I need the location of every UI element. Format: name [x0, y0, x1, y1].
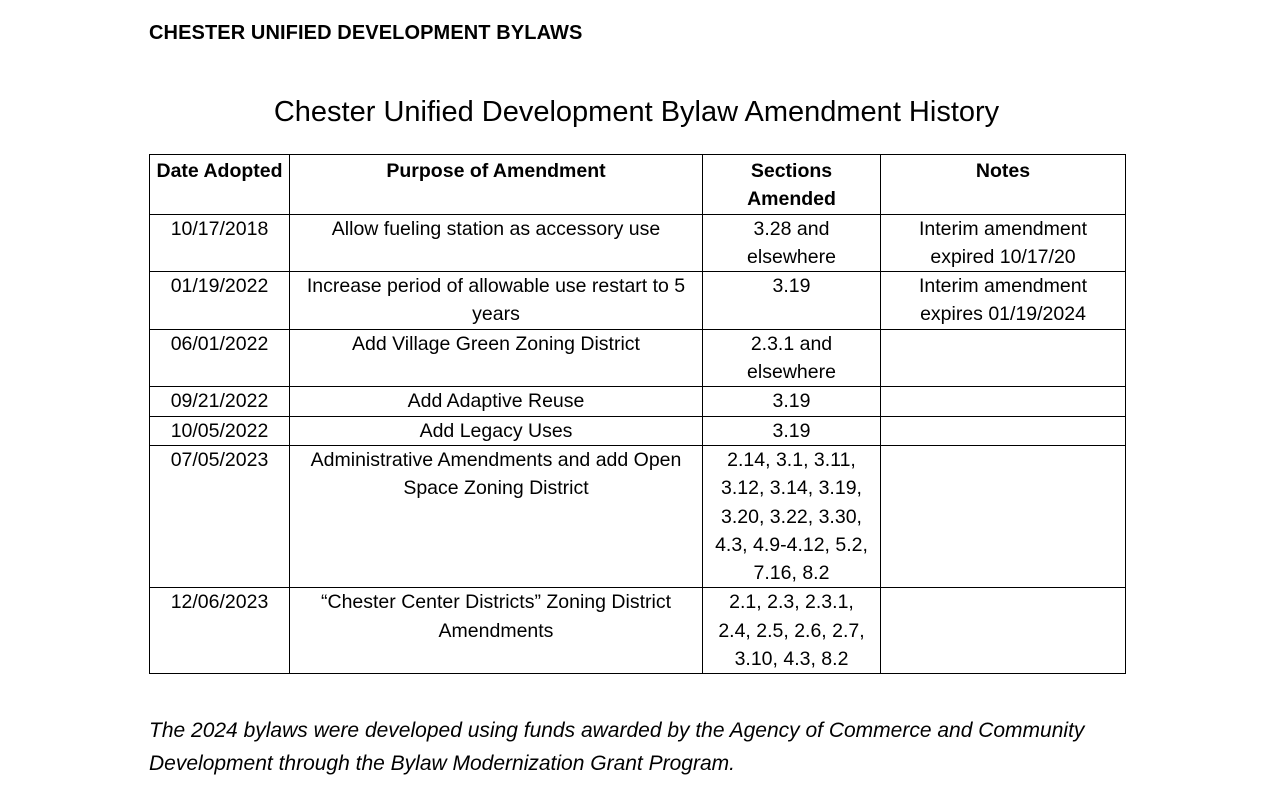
cell-purpose: Administrative Amendments and add Open Space Zoning District	[290, 445, 703, 587]
table-row	[150, 445, 1126, 587]
cell-notes	[881, 387, 1126, 416]
cell-sections: 2.14, 3.1, 3.11, 3.12, 3.14, 3.19, 3.20, 3.22, 3.30, 4.3, 4.9-4.12, 5.2, 7.16, 8.2	[703, 445, 881, 587]
column-header-sections: Sections Amended	[703, 155, 881, 215]
cell-purpose: Add Legacy Uses	[290, 416, 703, 445]
cell-purpose: Increase period of allowable use restart to 5 years	[290, 272, 703, 330]
document-title: Chester Unified Development Bylaw Amendment History	[273, 96, 1000, 128]
cell-sections: 2.3.1 and elsewhere	[703, 329, 881, 387]
cell-notes	[881, 416, 1126, 445]
amendment-history-table	[149, 154, 1126, 674]
cell-date: 10/17/2018	[150, 214, 290, 272]
table-row	[150, 214, 1126, 272]
cell-date: 01/19/2022	[150, 272, 290, 330]
cell-purpose: Add Village Green Zoning District	[290, 329, 703, 387]
cell-date: 12/06/2023	[150, 588, 290, 674]
cell-purpose: “Chester Center Districts” Zoning District Amendments	[290, 588, 703, 674]
cell-notes	[881, 329, 1126, 387]
cell-date: 09/21/2022	[150, 387, 290, 416]
cell-sections: 3.19	[703, 387, 881, 416]
table-row	[150, 588, 1126, 674]
cell-notes: Interim amendment expired 10/17/20	[881, 214, 1126, 272]
cell-notes	[881, 588, 1126, 674]
cell-date: 10/05/2022	[150, 416, 290, 445]
cell-purpose: Add Adaptive Reuse	[290, 387, 703, 416]
table-row	[150, 416, 1126, 445]
table-row	[150, 329, 1126, 387]
table-row	[150, 387, 1126, 416]
column-header-notes: Notes	[881, 155, 1126, 215]
table-header-row	[150, 155, 1126, 215]
table-row	[150, 272, 1126, 330]
cell-sections: 3.19	[703, 272, 881, 330]
document-header: CHESTER UNIFIED DEVELOPMENT BYLAWS	[149, 22, 583, 44]
cell-sections: 3.28 and elsewhere	[703, 214, 881, 272]
cell-sections: 2.1, 2.3, 2.3.1, 2.4, 2.5, 2.6, 2.7, 3.10, 4.3, 8.2	[703, 588, 881, 674]
cell-notes: Interim amendment expires 01/19/2024	[881, 272, 1126, 330]
cell-sections: 3.19	[703, 416, 881, 445]
cell-notes	[881, 445, 1126, 587]
cell-date: 06/01/2022	[150, 329, 290, 387]
cell-purpose: Allow fueling station as accessory use	[290, 214, 703, 272]
column-header-purpose: Purpose of Amendment	[290, 155, 703, 215]
cell-date: 07/05/2023	[150, 445, 290, 587]
column-header-date: Date Adopted	[150, 155, 290, 215]
funding-note: The 2024 bylaws were developed using funds awarded by the Agency of Commerce and Community Development through the Bylaw Modernization Grant Program.	[149, 719, 1085, 775]
